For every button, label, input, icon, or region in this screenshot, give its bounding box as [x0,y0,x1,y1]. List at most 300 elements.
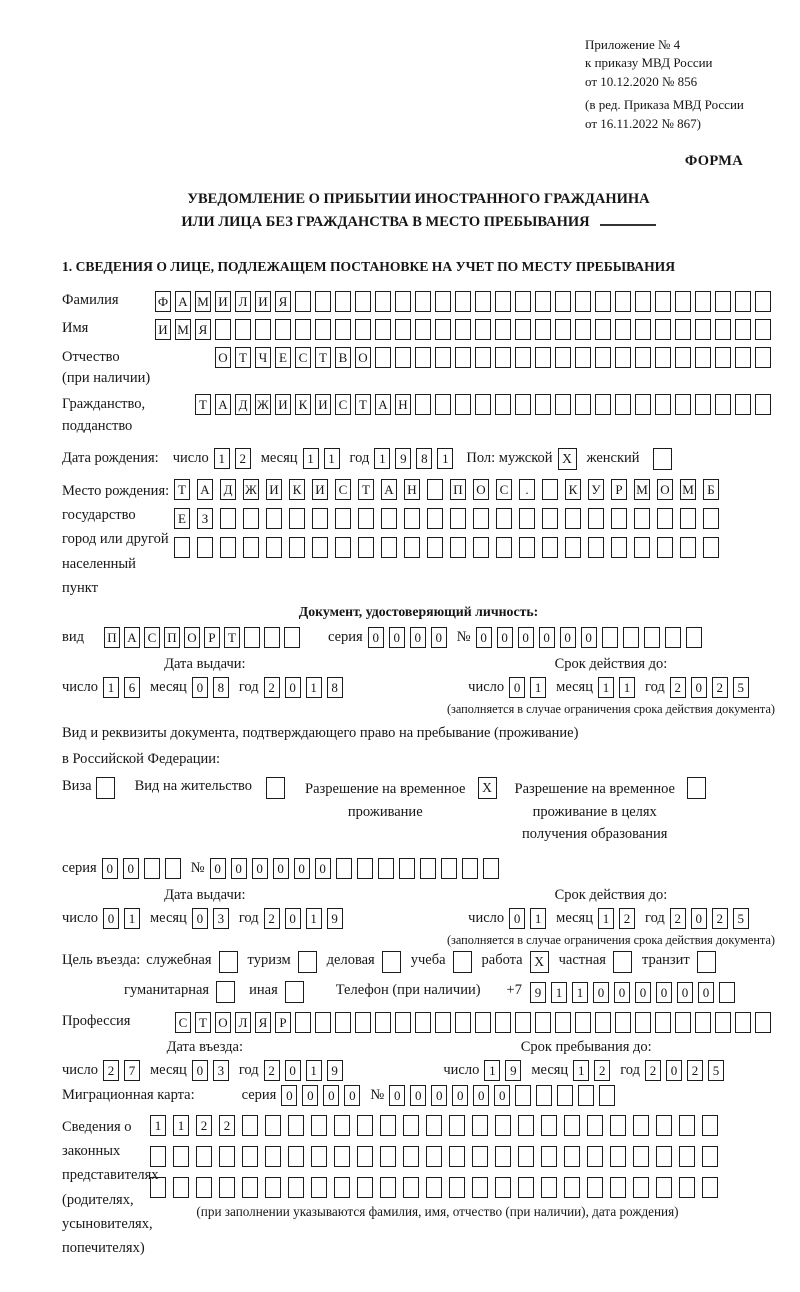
char-cell[interactable] [719,982,735,1003]
char-cell[interactable] [358,537,374,558]
char-cell[interactable]: О [184,627,200,648]
char-cell[interactable] [335,291,351,312]
char-cell[interactable]: 0 [231,858,247,879]
char-cell[interactable] [599,1085,615,1106]
char-cell[interactable]: С [335,394,351,415]
char-cell[interactable]: И [312,479,328,500]
char-cell[interactable] [295,291,311,312]
char-cell[interactable] [535,1012,551,1033]
char-cell[interactable] [695,1012,711,1033]
char-cell[interactable] [715,1012,731,1033]
char-cell[interactable]: М [195,291,211,312]
char-cell[interactable] [415,291,431,312]
char-cell[interactable]: 0 [494,1085,510,1106]
char-cell[interactable] [473,508,489,529]
sex-female-checkbox[interactable] [653,448,672,470]
char-cell[interactable] [557,1085,573,1106]
char-cell[interactable]: М [680,479,696,500]
char-cell[interactable]: 0 [344,1085,360,1106]
char-cell[interactable]: 6 [124,677,140,698]
char-cell[interactable] [564,1177,580,1198]
char-cell[interactable]: 0 [192,677,208,698]
char-cell[interactable]: 9 [505,1060,521,1081]
char-cell[interactable] [635,319,651,340]
char-cell[interactable]: 0 [431,1085,447,1106]
char-cell[interactable] [375,347,391,368]
char-cell[interactable]: Д [220,479,236,500]
char-cell[interactable]: 0 [285,908,301,929]
char-cell[interactable]: Ж [243,479,259,500]
sex-male-checkbox[interactable]: X [558,448,577,470]
char-cell[interactable] [496,508,512,529]
char-cell[interactable]: 5 [733,677,749,698]
char-cell[interactable] [679,1177,695,1198]
char-cell[interactable]: 1 [374,448,390,469]
char-cell[interactable]: 0 [252,858,268,879]
char-cell[interactable] [519,508,535,529]
char-cell[interactable]: 1 [103,677,119,698]
char-cell[interactable] [335,1012,351,1033]
char-cell[interactable]: 7 [124,1060,140,1081]
char-cell[interactable] [315,319,331,340]
char-cell[interactable]: 1 [437,448,453,469]
char-cell[interactable]: С [144,627,160,648]
char-cell[interactable] [675,291,691,312]
opt-work-checkbox[interactable]: X [530,951,549,973]
char-cell[interactable]: Т [355,394,371,415]
char-cell[interactable]: П [450,479,466,500]
char-cell[interactable] [715,347,731,368]
char-cell[interactable]: 0 [656,982,672,1003]
char-cell[interactable] [334,1177,350,1198]
char-cell[interactable]: 9 [327,1060,343,1081]
char-cell[interactable] [633,1115,649,1136]
char-cell[interactable]: К [295,394,311,415]
char-cell[interactable] [395,319,411,340]
char-cell[interactable]: 0 [368,627,384,648]
char-cell[interactable] [288,1177,304,1198]
char-cell[interactable]: И [215,291,231,312]
char-cell[interactable] [735,291,751,312]
char-cell[interactable]: Т [315,347,331,368]
char-cell[interactable]: 0 [677,982,693,1003]
char-cell[interactable] [315,291,331,312]
char-cell[interactable] [427,537,443,558]
char-cell[interactable]: А [175,291,191,312]
char-cell[interactable] [243,537,259,558]
char-cell[interactable]: 0 [452,1085,468,1106]
char-cell[interactable] [449,1177,465,1198]
char-cell[interactable] [555,394,571,415]
char-cell[interactable]: 0 [698,982,714,1003]
char-cell[interactable] [395,291,411,312]
char-cell[interactable] [427,508,443,529]
char-cell[interactable] [455,319,471,340]
char-cell[interactable]: 0 [691,677,707,698]
char-cell[interactable] [475,347,491,368]
char-cell[interactable] [515,347,531,368]
char-cell[interactable] [380,1146,396,1167]
char-cell[interactable] [695,394,711,415]
char-cell[interactable] [455,291,471,312]
char-cell[interactable] [395,347,411,368]
char-cell[interactable]: 2 [264,1060,280,1081]
char-cell[interactable] [196,1146,212,1167]
char-cell[interactable]: О [215,1012,231,1033]
char-cell[interactable]: Т [358,479,374,500]
char-cell[interactable] [633,1146,649,1167]
char-cell[interactable] [615,347,631,368]
opt-tourism-checkbox[interactable] [298,951,317,973]
char-cell[interactable] [519,537,535,558]
char-cell[interactable] [495,394,511,415]
char-cell[interactable]: 1 [484,1060,500,1081]
char-cell[interactable] [755,394,771,415]
char-cell[interactable]: Р [611,479,627,500]
char-cell[interactable]: О [657,479,673,500]
char-cell[interactable] [403,1177,419,1198]
char-cell[interactable] [215,319,231,340]
char-cell[interactable]: 0 [192,1060,208,1081]
char-cell[interactable] [196,1177,212,1198]
char-cell[interactable]: 2 [670,908,686,929]
char-cell[interactable] [535,291,551,312]
char-cell[interactable] [587,1115,603,1136]
char-cell[interactable]: 2 [645,1060,661,1081]
char-cell[interactable] [165,858,181,879]
char-cell[interactable] [680,508,696,529]
char-cell[interactable] [495,319,511,340]
char-cell[interactable] [588,508,604,529]
char-cell[interactable] [587,1146,603,1167]
char-cell[interactable] [355,291,371,312]
char-cell[interactable] [173,1177,189,1198]
char-cell[interactable]: 1 [530,908,546,929]
char-cell[interactable] [575,347,591,368]
char-cell[interactable] [426,1146,442,1167]
char-cell[interactable] [455,394,471,415]
char-cell[interactable] [449,1115,465,1136]
char-cell[interactable] [595,1012,611,1033]
char-cell[interactable] [675,1012,691,1033]
char-cell[interactable] [675,394,691,415]
char-cell[interactable]: А [197,479,213,500]
char-cell[interactable] [515,1085,531,1106]
char-cell[interactable] [197,537,213,558]
char-cell[interactable] [472,1146,488,1167]
char-cell[interactable]: 0 [473,1085,489,1106]
char-cell[interactable] [483,858,499,879]
char-cell[interactable] [243,508,259,529]
char-cell[interactable]: 0 [410,627,426,648]
char-cell[interactable]: 0 [323,1085,339,1106]
char-cell[interactable]: Н [404,479,420,500]
char-cell[interactable]: Р [275,1012,291,1033]
char-cell[interactable] [381,508,397,529]
char-cell[interactable] [242,1115,258,1136]
char-cell[interactable]: 0 [666,1060,682,1081]
char-cell[interactable] [755,1012,771,1033]
char-cell[interactable] [475,319,491,340]
char-cell[interactable] [564,1146,580,1167]
char-cell[interactable]: 0 [518,627,534,648]
char-cell[interactable] [615,319,631,340]
char-cell[interactable] [611,537,627,558]
char-cell[interactable] [435,394,451,415]
char-cell[interactable] [495,291,511,312]
char-cell[interactable]: О [355,347,371,368]
char-cell[interactable] [284,627,300,648]
char-cell[interactable]: Ч [255,347,271,368]
char-cell[interactable]: С [496,479,512,500]
char-cell[interactable]: 0 [192,908,208,929]
char-cell[interactable]: 0 [389,1085,405,1106]
char-cell[interactable]: Н [395,394,411,415]
char-cell[interactable]: П [164,627,180,648]
char-cell[interactable]: 0 [273,858,289,879]
char-cell[interactable]: 1 [619,677,635,698]
char-cell[interactable]: 0 [509,677,525,698]
char-cell[interactable] [679,1146,695,1167]
char-cell[interactable]: У [588,479,604,500]
char-cell[interactable]: П [104,627,120,648]
char-cell[interactable] [735,394,751,415]
char-cell[interactable] [150,1177,166,1198]
char-cell[interactable] [515,291,531,312]
char-cell[interactable] [686,627,702,648]
char-cell[interactable]: 0 [281,1085,297,1106]
char-cell[interactable] [541,1177,557,1198]
char-cell[interactable] [266,537,282,558]
char-cell[interactable]: С [335,479,351,500]
char-cell[interactable] [415,319,431,340]
char-cell[interactable] [495,1177,511,1198]
char-cell[interactable] [755,291,771,312]
char-cell[interactable] [610,1115,626,1136]
char-cell[interactable] [675,347,691,368]
char-cell[interactable] [357,1115,373,1136]
char-cell[interactable] [220,537,236,558]
char-cell[interactable]: Л [235,1012,251,1033]
char-cell[interactable] [555,291,571,312]
char-cell[interactable]: 9 [530,982,546,1003]
char-cell[interactable]: Т [174,479,190,500]
char-cell[interactable] [144,858,160,879]
char-cell[interactable]: 0 [560,627,576,648]
char-cell[interactable] [455,347,471,368]
char-cell[interactable] [375,1012,391,1033]
opt-study-checkbox[interactable] [453,951,472,973]
char-cell[interactable] [472,1115,488,1136]
char-cell[interactable] [150,1146,166,1167]
char-cell[interactable] [315,1012,331,1033]
char-cell[interactable]: 1 [306,677,322,698]
char-cell[interactable] [495,1146,511,1167]
char-cell[interactable]: 5 [708,1060,724,1081]
char-cell[interactable] [655,347,671,368]
char-cell[interactable]: А [375,394,391,415]
char-cell[interactable] [575,394,591,415]
char-cell[interactable]: 1 [324,448,340,469]
char-cell[interactable]: 2 [712,908,728,929]
char-cell[interactable] [435,347,451,368]
char-cell[interactable] [702,1177,718,1198]
char-cell[interactable] [656,1177,672,1198]
char-cell[interactable] [657,508,673,529]
char-cell[interactable] [404,537,420,558]
char-cell[interactable] [535,347,551,368]
char-cell[interactable]: 5 [733,908,749,929]
char-cell[interactable] [265,1115,281,1136]
char-cell[interactable] [415,394,431,415]
char-cell[interactable] [595,394,611,415]
char-cell[interactable] [473,537,489,558]
char-cell[interactable] [441,858,457,879]
char-cell[interactable] [602,627,618,648]
char-cell[interactable] [475,291,491,312]
char-cell[interactable] [335,508,351,529]
char-cell[interactable] [541,1146,557,1167]
char-cell[interactable]: 0 [635,982,651,1003]
opt-other-checkbox[interactable] [285,981,304,1003]
char-cell[interactable] [403,1115,419,1136]
char-cell[interactable]: 0 [497,627,513,648]
char-cell[interactable]: 2 [196,1115,212,1136]
opt-business-checkbox[interactable] [382,951,401,973]
char-cell[interactable] [219,1146,235,1167]
char-cell[interactable] [355,1012,371,1033]
char-cell[interactable]: И [155,319,171,340]
char-cell[interactable] [656,1115,672,1136]
char-cell[interactable]: 1 [303,448,319,469]
char-cell[interactable] [515,394,531,415]
char-cell[interactable]: . [519,479,535,500]
char-cell[interactable]: 2 [264,677,280,698]
char-cell[interactable] [564,1115,580,1136]
char-cell[interactable]: К [289,479,305,500]
char-cell[interactable]: Р [204,627,220,648]
char-cell[interactable]: Т [235,347,251,368]
char-cell[interactable]: Д [235,394,251,415]
char-cell[interactable] [735,319,751,340]
char-cell[interactable]: И [315,394,331,415]
char-cell[interactable] [255,319,271,340]
char-cell[interactable] [715,291,731,312]
char-cell[interactable] [266,508,282,529]
char-cell[interactable] [615,291,631,312]
char-cell[interactable]: 0 [539,627,555,648]
char-cell[interactable] [426,1177,442,1198]
char-cell[interactable]: 1 [551,982,567,1003]
char-cell[interactable] [275,319,291,340]
char-cell[interactable] [702,1146,718,1167]
char-cell[interactable] [399,858,415,879]
char-cell[interactable]: И [266,479,282,500]
char-cell[interactable] [634,537,650,558]
char-cell[interactable] [264,627,280,648]
char-cell[interactable] [635,347,651,368]
opt-humanitarian-checkbox[interactable] [216,981,235,1003]
char-cell[interactable] [595,347,611,368]
char-cell[interactable]: 8 [416,448,432,469]
char-cell[interactable] [375,291,391,312]
char-cell[interactable]: 2 [103,1060,119,1081]
char-cell[interactable] [587,1177,603,1198]
char-cell[interactable] [623,627,639,648]
char-cell[interactable]: 0 [431,627,447,648]
char-cell[interactable] [555,347,571,368]
char-cell[interactable] [357,1177,373,1198]
char-cell[interactable]: 8 [327,677,343,698]
char-cell[interactable] [702,1115,718,1136]
char-cell[interactable] [295,1012,311,1033]
char-cell[interactable] [695,347,711,368]
char-cell[interactable]: З [197,508,213,529]
char-cell[interactable]: 2 [235,448,251,469]
char-cell[interactable] [542,479,558,500]
char-cell[interactable] [336,858,352,879]
char-cell[interactable]: 9 [327,908,343,929]
char-cell[interactable] [610,1177,626,1198]
char-cell[interactable] [403,1146,419,1167]
char-cell[interactable]: 0 [593,982,609,1003]
char-cell[interactable] [427,479,443,500]
char-cell[interactable] [265,1177,281,1198]
char-cell[interactable] [610,1146,626,1167]
char-cell[interactable] [450,508,466,529]
char-cell[interactable] [518,1177,534,1198]
char-cell[interactable]: 1 [573,1060,589,1081]
char-cell[interactable]: 0 [476,627,492,648]
char-cell[interactable]: 0 [302,1085,318,1106]
char-cell[interactable]: 2 [670,677,686,698]
char-cell[interactable] [633,1177,649,1198]
char-cell[interactable] [174,537,190,558]
char-cell[interactable] [644,627,660,648]
char-cell[interactable] [242,1146,258,1167]
char-cell[interactable] [703,508,719,529]
char-cell[interactable]: 3 [213,908,229,929]
char-cell[interactable]: Я [275,291,291,312]
char-cell[interactable] [219,1177,235,1198]
char-cell[interactable] [380,1177,396,1198]
char-cell[interactable]: 8 [213,677,229,698]
char-cell[interactable] [755,319,771,340]
char-cell[interactable] [515,319,531,340]
char-cell[interactable] [635,1012,651,1033]
char-cell[interactable] [495,347,511,368]
char-cell[interactable] [472,1177,488,1198]
char-cell[interactable] [335,537,351,558]
char-cell[interactable] [515,1012,531,1033]
char-cell[interactable] [695,291,711,312]
char-cell[interactable]: Б [703,479,719,500]
char-cell[interactable] [415,347,431,368]
char-cell[interactable] [455,1012,471,1033]
char-cell[interactable] [312,508,328,529]
opt-transit-checkbox[interactable] [697,951,716,973]
char-cell[interactable] [462,858,478,879]
char-cell[interactable] [312,537,328,558]
char-cell[interactable]: Т [195,394,211,415]
char-cell[interactable]: 0 [285,1060,301,1081]
opt-official-checkbox[interactable] [219,951,238,973]
char-cell[interactable]: Ф [155,291,171,312]
char-cell[interactable] [715,319,731,340]
char-cell[interactable] [555,1012,571,1033]
char-cell[interactable] [334,1146,350,1167]
char-cell[interactable] [679,1115,695,1136]
